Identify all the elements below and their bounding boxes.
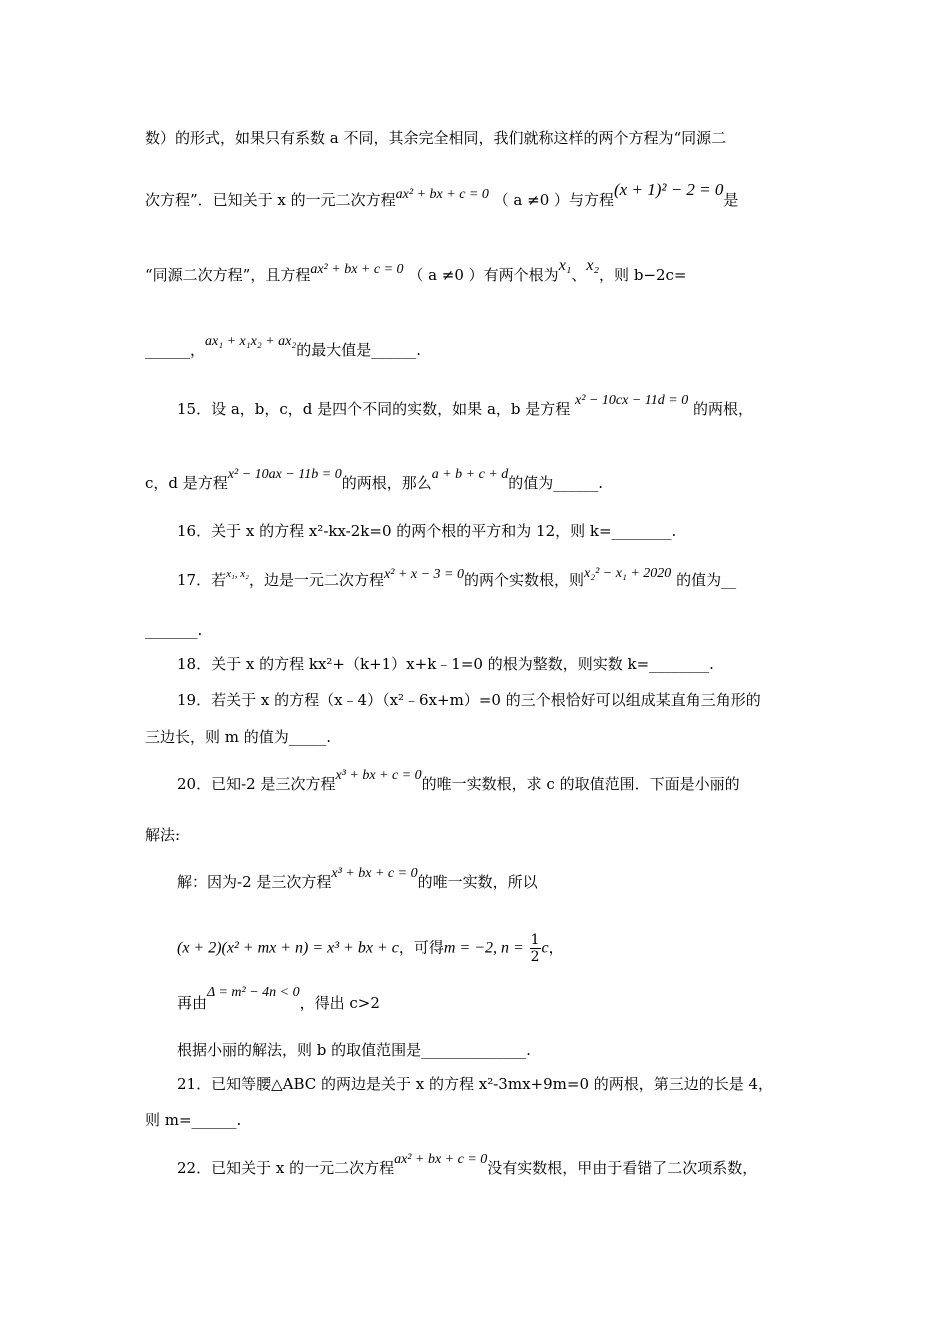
text: 的唯一实数，所以 (417, 873, 538, 891)
fraction-denominator: 2 (530, 949, 540, 965)
text: 17．若 (177, 571, 227, 589)
question-16 (177, 521, 676, 541)
equation: x³ + bx + c = 0 (331, 866, 418, 881)
equation: x² − 10ax − 11b = 0 (227, 467, 342, 482)
text-line-4 (145, 334, 422, 362)
equation: Δ = m² − 4n < 0 (207, 985, 300, 1000)
equation: (x + 2)(x² + mx + n) = x³ + bx + c (177, 939, 399, 957)
text: 的两根， (692, 400, 753, 418)
text: 18．关于 x 的方程 kx²+（k+1）x+k﹣1=0 的根为整数，则实数 k=________. (177, 655, 714, 673)
question-15-cont (145, 467, 604, 495)
variable: x₂ (586, 257, 600, 274)
equation: ax² + bx + c = 0 (310, 262, 404, 277)
text-line-2 (145, 180, 739, 212)
equation: (x + 1)² − 2 = 0 (614, 180, 724, 199)
equation: ax₁ + x₁x₂ + ax₂ (205, 334, 297, 349)
text: 19．若关于 x 的方程（x﹣4）（x²﹣6x+m）=0 的三个根恰好可以组成某直角三角形的 (177, 691, 761, 709)
text-line-3 (145, 257, 687, 287)
text: （ a ≠0 ）与方程 (493, 191, 615, 209)
solution-line-1 (177, 866, 538, 894)
question-17 (177, 566, 737, 592)
text: 的值为______. (508, 474, 604, 492)
text: 22．已知关于 x 的一元二次方程 (177, 1159, 395, 1177)
text: 、 (571, 266, 587, 284)
question-22 (177, 1152, 758, 1180)
fraction-numerator: 1 (530, 932, 540, 948)
equation: x² + x − 3 = 0 (384, 567, 464, 582)
text: 的唯一实数根，求 c 的取值范围．下面是小丽的 (421, 775, 740, 793)
equation: x³ + bx + c = 0 (335, 768, 422, 783)
equation: a + b + c + d (431, 467, 509, 482)
variable: c (541, 939, 549, 957)
text: c，d 是方程 (145, 474, 228, 492)
text: ，边是一元二次方程 (249, 571, 385, 589)
question-21 (177, 1074, 773, 1094)
text: 是 (723, 191, 739, 209)
question-20-cont (145, 825, 180, 845)
text: 再由 (177, 994, 208, 1012)
question-18 (177, 654, 714, 674)
equation: ax² + bx + c = 0 (394, 1152, 488, 1167)
text: 三边长，则 m 的值为_____. (145, 728, 332, 746)
text: 的两个实数根，则 (464, 571, 585, 589)
text: “同源二次方程”，且方程 (145, 266, 311, 284)
question-21-cont (145, 1110, 241, 1130)
text: 的最大值是______. (296, 341, 422, 359)
fraction-one-half (530, 932, 541, 965)
text: _______. (145, 621, 203, 639)
text: （ a ≠0 ）有两个根为 (408, 266, 559, 284)
text: 21．已知等腰△ABC 的两边是关于 x 的方程 x²-3mx+9m=0 的两根，第三边的长是 4， (177, 1075, 774, 1093)
question-15 (177, 393, 753, 421)
text-line-1 (145, 128, 726, 148)
equation: m = −2, n = (443, 939, 524, 957)
question-19 (177, 690, 761, 710)
text: 的两根，那么 (341, 474, 432, 492)
question-19-cont (145, 727, 331, 747)
text: ，得出 c>2 (299, 994, 380, 1012)
text: 数）的形式，如果只有系数 a 不同，其余完全相同，我们就称这样的两个方程为“同源二 (145, 129, 727, 147)
text: ，则 b−2c= (599, 266, 687, 284)
variable: x₁ (558, 257, 572, 274)
text: ， (548, 938, 564, 957)
text: 则 m=______. (145, 1111, 242, 1129)
text: 根据小丽的解法，则 b 的取值范围是______________. (177, 1041, 531, 1059)
text: 的值为__ (676, 571, 737, 589)
text: 没有实数根，甲由于看错了二次项系数， (487, 1159, 758, 1177)
text: 16．关于 x 的方程 x²-kx-2k=0 的两个根的平方和为 12，则 k=________. (177, 522, 677, 540)
text: 次方程”．已知关于 x 的一元二次方程 (145, 191, 396, 209)
question-17-cont (145, 620, 202, 640)
equation: x₂² − x₁ + 2020 (584, 566, 672, 581)
text: ，可得 (398, 938, 444, 957)
text: 20．已知-2 是三次方程 (177, 775, 336, 793)
text: 解：因为-2 是三次方程 (177, 873, 332, 891)
solution-line-2 (177, 932, 564, 965)
variables: x₁, x₂ (226, 568, 250, 580)
solution-line-4 (177, 1040, 531, 1060)
text: 15．设 a，b，c，d 是四个不同的实数，如果 a，b 是方程 (177, 400, 571, 418)
solution-line-3 (177, 985, 380, 1015)
text: 解法: (145, 826, 181, 844)
text: ______， (145, 341, 206, 359)
equation: x² − 10cx − 11d = 0 (575, 393, 689, 408)
equation: ax² + bx + c = 0 (395, 187, 489, 202)
question-20 (177, 768, 740, 796)
